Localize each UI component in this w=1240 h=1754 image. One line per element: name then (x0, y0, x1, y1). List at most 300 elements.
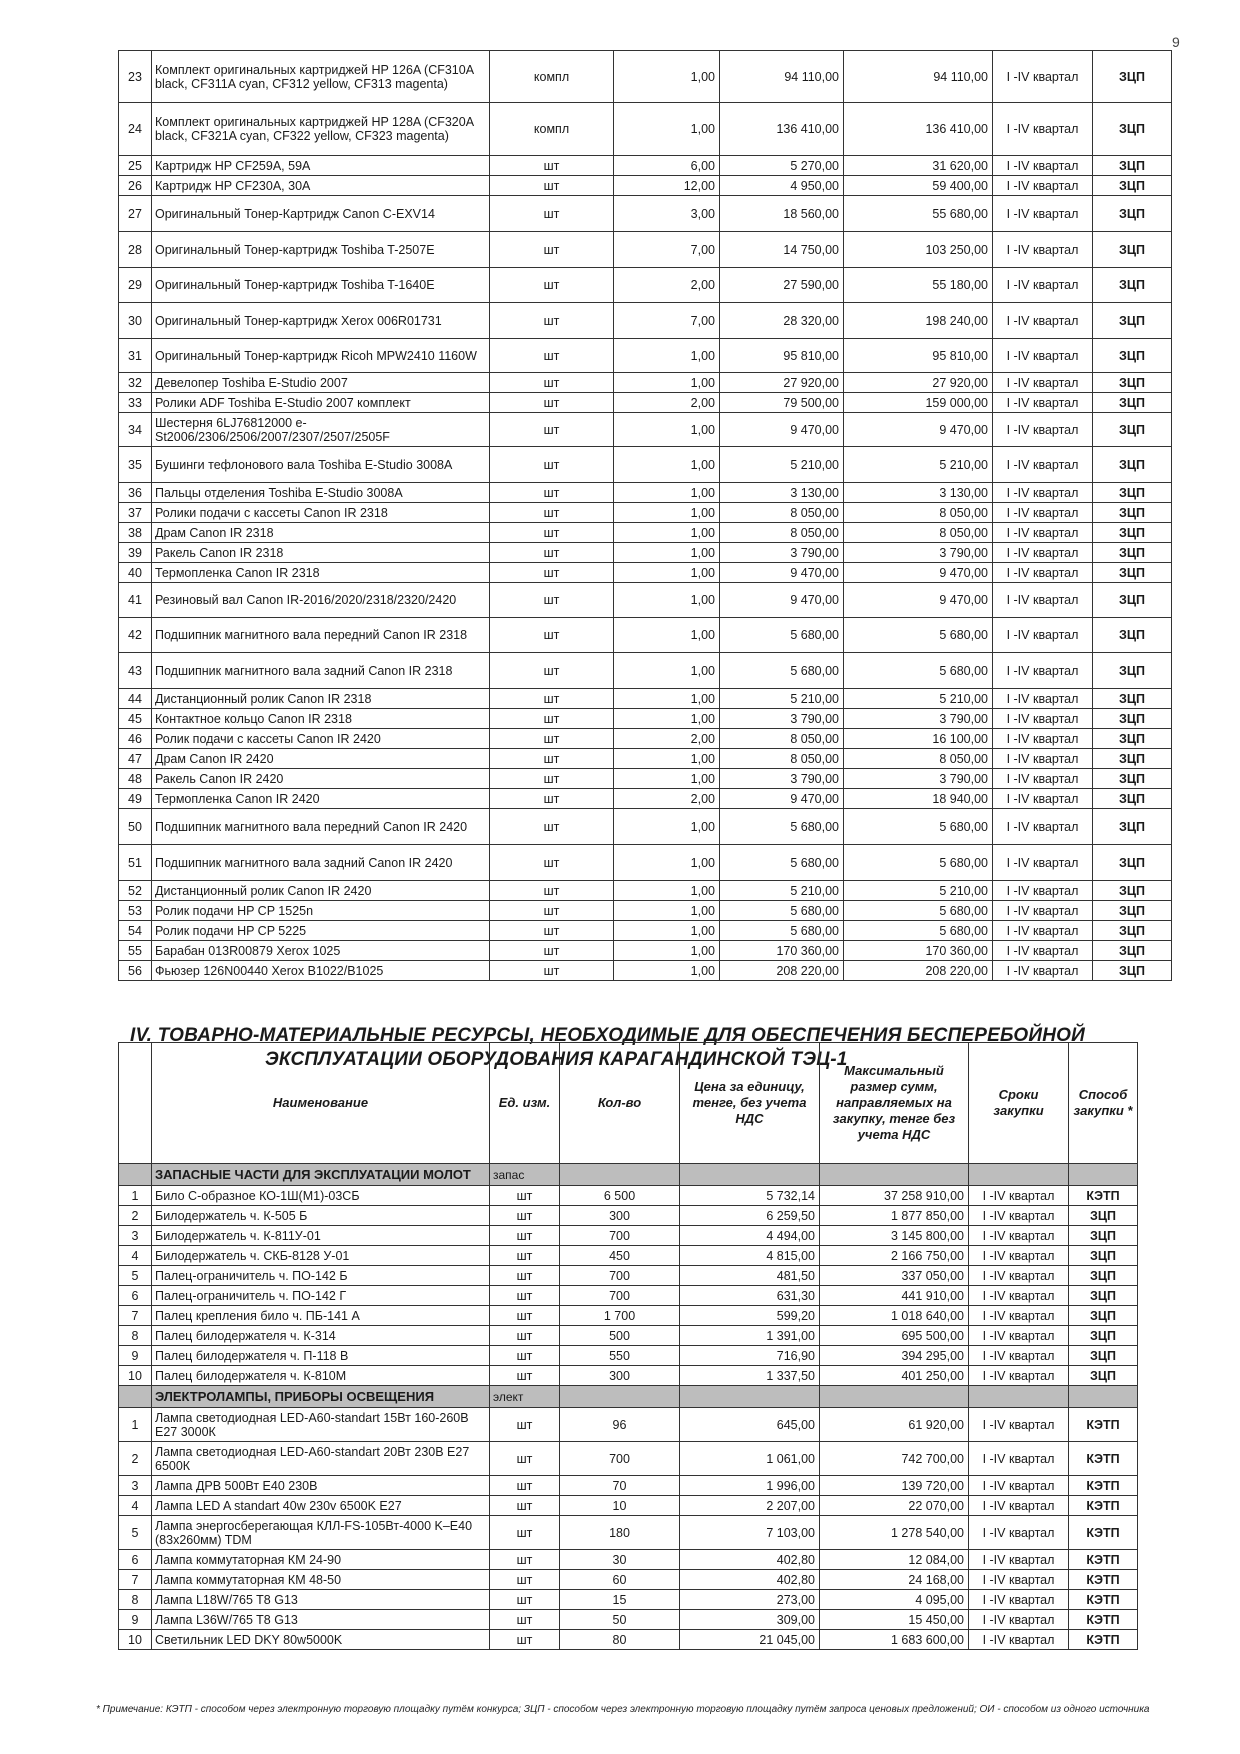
table-row (119, 1246, 1138, 1266)
table-row (119, 1550, 1138, 1570)
unit-price-cell: 309,00 (680, 1610, 820, 1630)
method-cell: ЗЦП (1069, 1366, 1138, 1386)
item-name: Подшипник магнитного вала передний Canon IR 2420 (152, 809, 490, 845)
category-unit: элект (490, 1386, 560, 1408)
page-number: 9 (1172, 34, 1180, 50)
row-number: 28 (119, 232, 152, 268)
method-cell: ЗЦП (1093, 196, 1172, 232)
resources-table (118, 1042, 1138, 1650)
period-cell: I -IV квартал (969, 1246, 1069, 1266)
quantity-cell: 2,00 (614, 729, 720, 749)
unit-cell: шт (490, 729, 614, 749)
total-sum-cell: 5 680,00 (844, 653, 993, 689)
category-unit: запас (490, 1164, 560, 1186)
item-name: Билодержатель ч. К-811У-01 (152, 1226, 490, 1246)
item-name: Оригинальный Тонер-картридж Toshiba T-2507E (152, 232, 490, 268)
item-name: Палец-ограничитель ч. ПО-142 Г (152, 1286, 490, 1306)
unit-cell: шт (490, 1590, 560, 1610)
item-name: Барабан 013R00879 Xerox 1025 (152, 941, 490, 961)
row-number: 35 (119, 447, 152, 483)
table-row (119, 583, 1172, 618)
item-name: Термопленка Canon IR 2318 (152, 563, 490, 583)
item-name: Оригинальный Тонер-Картридж Canon C-EXV14 (152, 196, 490, 232)
category-empty-cell (969, 1386, 1069, 1408)
unit-cell: шт (490, 1550, 560, 1570)
row-number: 50 (119, 809, 152, 845)
row-number: 32 (119, 373, 152, 393)
table-row (119, 689, 1172, 709)
method-cell: ЗЦП (1093, 729, 1172, 749)
unit-cell: шт (490, 709, 614, 729)
unit-price-cell: 5 680,00 (720, 901, 844, 921)
item-name: Подшипник магнитного вала задний Canon IR 2318 (152, 653, 490, 689)
period-cell: I -IV квартал (969, 1570, 1069, 1590)
row-number: 52 (119, 881, 152, 901)
method-cell: ЗЦП (1093, 921, 1172, 941)
row-number: 43 (119, 653, 152, 689)
table-row (119, 1590, 1138, 1610)
table-row (119, 769, 1172, 789)
total-sum-cell: 5 210,00 (844, 447, 993, 483)
item-name: Палец-ограничитель ч. ПО-142 Б (152, 1266, 490, 1286)
table-row (119, 1496, 1138, 1516)
period-cell: I -IV квартал (993, 176, 1093, 196)
item-name: Картридж HP CF230A, 30A (152, 176, 490, 196)
item-name: Билодержатель ч. К-505 Б (152, 1206, 490, 1226)
table-row (119, 303, 1172, 339)
unit-cell: шт (490, 1476, 560, 1496)
unit-price-cell: 9 470,00 (720, 413, 844, 447)
method-cell: ЗЦП (1093, 303, 1172, 339)
total-sum-cell: 3 790,00 (844, 543, 993, 563)
table-row (119, 1442, 1138, 1476)
item-name: Комплект оригинальных картриджей HP 128A (CF320A black, CF321A cyan, CF322 yellow, CF323 magenta) (152, 103, 490, 156)
row-number: 5 (119, 1266, 152, 1286)
item-name: Бушинги тефлонового вала Toshiba E-Studio 3008A (152, 447, 490, 483)
unit-cell: шт (490, 1186, 560, 1206)
total-sum-cell: 1 877 850,00 (820, 1206, 969, 1226)
quantity-cell: 7,00 (614, 232, 720, 268)
table-row (119, 1476, 1138, 1496)
period-cell: I -IV квартал (969, 1630, 1069, 1650)
header-name: Наименование (152, 1043, 490, 1164)
quantity-cell: 1,00 (614, 809, 720, 845)
method-cell: ЗЦП (1093, 709, 1172, 729)
total-sum-cell: 337 050,00 (820, 1266, 969, 1286)
row-number: 1 (119, 1186, 152, 1206)
period-cell: I -IV квартал (993, 232, 1093, 268)
period-cell: I -IV квартал (969, 1408, 1069, 1442)
unit-cell: шт (490, 749, 614, 769)
unit-cell: шт (490, 196, 614, 232)
table-row (119, 503, 1172, 523)
total-sum-cell: 8 050,00 (844, 523, 993, 543)
unit-price-cell: 136 410,00 (720, 103, 844, 156)
item-name: Лампа LED A standart 40w 230v 6500K E27 (152, 1496, 490, 1516)
row-number: 30 (119, 303, 152, 339)
quantity-cell: 3,00 (614, 196, 720, 232)
method-cell: ЗЦП (1093, 483, 1172, 503)
row-number: 2 (119, 1206, 152, 1226)
row-number: 42 (119, 618, 152, 653)
total-sum-cell: 742 700,00 (820, 1442, 969, 1476)
method-cell: ЗЦП (1093, 941, 1172, 961)
period-cell: I -IV квартал (969, 1226, 1069, 1246)
method-cell: ЗЦП (1093, 103, 1172, 156)
quantity-cell: 1,00 (614, 339, 720, 373)
unit-price-cell: 6 259,50 (680, 1206, 820, 1226)
unit-price-cell: 9 470,00 (720, 789, 844, 809)
item-name: Подшипник магнитного вала передний Canon IR 2318 (152, 618, 490, 653)
period-cell: I -IV квартал (993, 583, 1093, 618)
row-number: 8 (119, 1326, 152, 1346)
unit-price-cell: 1 337,50 (680, 1366, 820, 1386)
table-header-row (119, 1043, 1138, 1164)
row-number: 37 (119, 503, 152, 523)
row-number: 25 (119, 156, 152, 176)
total-sum-cell: 95 810,00 (844, 339, 993, 373)
total-sum-cell: 695 500,00 (820, 1326, 969, 1346)
quantity-cell: 1,00 (614, 941, 720, 961)
table-row (119, 1226, 1138, 1246)
period-cell: I -IV квартал (993, 618, 1093, 653)
item-name: Било С-образное КО-1Ш(М1)-03СБ (152, 1186, 490, 1206)
item-name: Резиновый вал Canon IR-2016/2020/2318/2320/2420 (152, 583, 490, 618)
total-sum-cell: 5 680,00 (844, 901, 993, 921)
total-sum-cell: 31 620,00 (844, 156, 993, 176)
unit-price-cell: 3 790,00 (720, 709, 844, 729)
unit-price-cell: 208 220,00 (720, 961, 844, 981)
unit-cell: шт (490, 523, 614, 543)
total-sum-cell: 1 278 540,00 (820, 1516, 969, 1550)
method-cell: ЗЦП (1093, 232, 1172, 268)
period-cell: I -IV квартал (993, 483, 1093, 503)
unit-cell: шт (490, 393, 614, 413)
method-cell: ЗЦП (1069, 1286, 1138, 1306)
item-name: Палец билодержателя ч. К-314 (152, 1326, 490, 1346)
category-empty-cell (1069, 1164, 1138, 1186)
quantity-cell: 700 (560, 1226, 680, 1246)
row-number: 24 (119, 103, 152, 156)
method-cell: ЗЦП (1093, 618, 1172, 653)
quantity-cell: 450 (560, 1246, 680, 1266)
unit-price-cell: 716,90 (680, 1346, 820, 1366)
unit-price-cell: 3 790,00 (720, 543, 844, 563)
unit-price-cell: 1 996,00 (680, 1476, 820, 1496)
total-sum-cell: 103 250,00 (844, 232, 993, 268)
method-cell: ЗЦП (1093, 689, 1172, 709)
table-row (119, 809, 1172, 845)
header-unit: Ед. изм. (490, 1043, 560, 1164)
row-number: 45 (119, 709, 152, 729)
unit-cell: компл (490, 103, 614, 156)
unit-cell: шт (490, 689, 614, 709)
method-cell: КЭТП (1069, 1630, 1138, 1650)
unit-price-cell: 645,00 (680, 1408, 820, 1442)
quantity-cell: 70 (560, 1476, 680, 1496)
header-number (119, 1043, 152, 1164)
unit-price-cell: 27 920,00 (720, 373, 844, 393)
header-qty: Кол-во (560, 1043, 680, 1164)
unit-cell: шт (490, 373, 614, 393)
table-row (119, 232, 1172, 268)
category-number (119, 1164, 152, 1186)
header-period: Сроки закупки (969, 1043, 1069, 1164)
period-cell: I -IV квартал (993, 268, 1093, 303)
period-cell: I -IV квартал (993, 103, 1093, 156)
period-cell: I -IV квартал (969, 1366, 1069, 1386)
period-cell: I -IV квартал (969, 1516, 1069, 1550)
quantity-cell: 1,00 (614, 749, 720, 769)
method-cell: ЗЦП (1069, 1326, 1138, 1346)
unit-price-cell: 1 391,00 (680, 1326, 820, 1346)
period-cell: I -IV квартал (993, 689, 1093, 709)
section-title-line-2: ЭКСПЛУАТАЦИИ ОБОРУДОВАНИЯ КАРАГАНДИНСКОЙ ТЭЦ-1 (265, 1049, 848, 1070)
unit-price-cell: 631,30 (680, 1286, 820, 1306)
unit-cell: шт (490, 1496, 560, 1516)
quantity-cell: 1,00 (614, 618, 720, 653)
row-number: 33 (119, 393, 152, 413)
method-cell: КЭТП (1069, 1496, 1138, 1516)
table-row (119, 901, 1172, 921)
unit-cell: шт (490, 176, 614, 196)
total-sum-cell: 5 680,00 (844, 845, 993, 881)
total-sum-cell: 5 210,00 (844, 689, 993, 709)
item-name: Ролик подачи HP CP 1525n (152, 901, 490, 921)
unit-cell: шт (490, 563, 614, 583)
method-cell: ЗЦП (1093, 373, 1172, 393)
table-row (119, 373, 1172, 393)
quantity-cell: 700 (560, 1442, 680, 1476)
unit-cell: шт (490, 881, 614, 901)
unit-price-cell: 5 270,00 (720, 156, 844, 176)
total-sum-cell: 9 470,00 (844, 413, 993, 447)
method-cell: ЗЦП (1093, 523, 1172, 543)
quantity-cell: 550 (560, 1346, 680, 1366)
item-name: Дистанционный ролик Canon IR 2318 (152, 689, 490, 709)
category-empty-cell (969, 1164, 1069, 1186)
table-row (119, 1408, 1138, 1442)
item-name: Палец крепления било ч. ПБ-141 А (152, 1306, 490, 1326)
method-cell: ЗЦП (1069, 1206, 1138, 1226)
quantity-cell: 300 (560, 1206, 680, 1226)
category-title: ЗАПАСНЫЕ ЧАСТИ ДЛЯ ЭКСПЛУАТАЦИИ МОЛОТ (152, 1164, 490, 1186)
row-number: 27 (119, 196, 152, 232)
category-row (119, 1386, 1138, 1408)
period-cell: I -IV квартал (993, 769, 1093, 789)
row-number: 41 (119, 583, 152, 618)
period-cell: I -IV квартал (969, 1476, 1069, 1496)
procurement-table-continued (118, 50, 1172, 981)
item-name: Лампа энергосберегающая КЛЛ-FS-105Вт-4000 K–E40 (83x260мм) TDM (152, 1516, 490, 1550)
table-row (119, 176, 1172, 196)
unit-price-cell: 170 360,00 (720, 941, 844, 961)
unit-price-cell: 5 210,00 (720, 881, 844, 901)
total-sum-cell: 5 680,00 (844, 921, 993, 941)
method-cell: ЗЦП (1069, 1346, 1138, 1366)
quantity-cell: 1,00 (614, 51, 720, 103)
unit-price-cell: 5 210,00 (720, 447, 844, 483)
quantity-cell: 1,00 (614, 769, 720, 789)
period-cell: I -IV квартал (969, 1206, 1069, 1226)
item-name: Драм Canon IR 2318 (152, 523, 490, 543)
quantity-cell: 96 (560, 1408, 680, 1442)
item-name: Фьюзер 126N00440 Xerox B1022/B1025 (152, 961, 490, 981)
row-number: 56 (119, 961, 152, 981)
row-number: 7 (119, 1570, 152, 1590)
period-cell: I -IV квартал (993, 845, 1093, 881)
unit-price-cell: 7 103,00 (680, 1516, 820, 1550)
unit-cell: шт (490, 303, 614, 339)
item-name: Билодержатель ч. СКБ-8128 У-01 (152, 1246, 490, 1266)
category-empty-cell (1069, 1386, 1138, 1408)
period-cell: I -IV квартал (993, 393, 1093, 413)
period-cell: I -IV квартал (993, 749, 1093, 769)
method-cell: ЗЦП (1093, 503, 1172, 523)
method-cell: КЭТП (1069, 1610, 1138, 1630)
total-sum-cell: 4 095,00 (820, 1590, 969, 1610)
row-number: 8 (119, 1590, 152, 1610)
table-row (119, 413, 1172, 447)
method-cell: ЗЦП (1093, 653, 1172, 689)
period-cell: I -IV квартал (993, 881, 1093, 901)
item-name: Ролик подачи HP CP 5225 (152, 921, 490, 941)
row-number: 49 (119, 789, 152, 809)
category-empty-cell (560, 1164, 680, 1186)
quantity-cell: 1,00 (614, 583, 720, 618)
item-name: Лампа L36W/765 T8 G13 (152, 1610, 490, 1630)
table-row (119, 543, 1172, 563)
row-number: 9 (119, 1610, 152, 1630)
item-name: Контактное кольцо Canon IR 2318 (152, 709, 490, 729)
method-cell: ЗЦП (1093, 393, 1172, 413)
total-sum-cell: 16 100,00 (844, 729, 993, 749)
quantity-cell: 500 (560, 1326, 680, 1346)
quantity-cell: 700 (560, 1266, 680, 1286)
total-sum-cell: 27 920,00 (844, 373, 993, 393)
row-number: 38 (119, 523, 152, 543)
total-sum-cell: 18 940,00 (844, 789, 993, 809)
total-sum-cell: 139 720,00 (820, 1476, 969, 1496)
category-number (119, 1386, 152, 1408)
quantity-cell: 1 700 (560, 1306, 680, 1326)
quantity-cell: 2,00 (614, 268, 720, 303)
unit-price-cell: 27 590,00 (720, 268, 844, 303)
row-number: 3 (119, 1476, 152, 1496)
method-cell: ЗЦП (1093, 563, 1172, 583)
row-number: 6 (119, 1550, 152, 1570)
quantity-cell: 700 (560, 1286, 680, 1306)
unit-cell: шт (490, 232, 614, 268)
table-row (119, 729, 1172, 749)
item-name: Лампа L18W/765 T8 G13 (152, 1590, 490, 1610)
quantity-cell: 1,00 (614, 961, 720, 981)
unit-price-cell: 8 050,00 (720, 503, 844, 523)
header-method: Способ закупки * (1069, 1043, 1138, 1164)
unit-cell: шт (490, 156, 614, 176)
period-cell: I -IV квартал (969, 1590, 1069, 1610)
item-name: Термопленка Canon IR 2420 (152, 789, 490, 809)
item-name: Светильник LED DKY 80w5000K (152, 1630, 490, 1650)
unit-cell: шт (490, 789, 614, 809)
period-cell: I -IV квартал (993, 543, 1093, 563)
total-sum-cell: 22 070,00 (820, 1496, 969, 1516)
table-row (119, 789, 1172, 809)
row-number: 1 (119, 1408, 152, 1442)
total-sum-cell: 12 084,00 (820, 1550, 969, 1570)
row-number: 4 (119, 1496, 152, 1516)
table-row (119, 156, 1172, 176)
unit-cell: шт (490, 961, 614, 981)
unit-price-cell: 14 750,00 (720, 232, 844, 268)
table-row (119, 881, 1172, 901)
row-number: 40 (119, 563, 152, 583)
unit-cell: шт (490, 1610, 560, 1630)
unit-price-cell: 5 680,00 (720, 653, 844, 689)
unit-price-cell: 2 207,00 (680, 1496, 820, 1516)
row-number: 54 (119, 921, 152, 941)
table-row (119, 1570, 1138, 1590)
method-cell: ЗЦП (1093, 845, 1172, 881)
unit-price-cell: 5 680,00 (720, 618, 844, 653)
total-sum-cell: 55 680,00 (844, 196, 993, 232)
unit-cell: шт (490, 483, 614, 503)
method-cell: ЗЦП (1069, 1246, 1138, 1266)
quantity-cell: 7,00 (614, 303, 720, 339)
unit-cell: шт (490, 845, 614, 881)
unit-price-cell: 402,80 (680, 1550, 820, 1570)
unit-price-cell: 8 050,00 (720, 729, 844, 749)
period-cell: I -IV квартал (993, 563, 1093, 583)
table-row (119, 653, 1172, 689)
total-sum-cell: 55 180,00 (844, 268, 993, 303)
unit-cell: шт (490, 941, 614, 961)
quantity-cell: 1,00 (614, 523, 720, 543)
item-name: Ролик подачи с кассеты Canon IR 2420 (152, 729, 490, 749)
quantity-cell: 1,00 (614, 563, 720, 583)
item-name: Пальцы отделения Toshiba E-Studio 3008A (152, 483, 490, 503)
total-sum-cell: 170 360,00 (844, 941, 993, 961)
row-number: 23 (119, 51, 152, 103)
unit-cell: шт (490, 769, 614, 789)
unit-cell: шт (490, 1306, 560, 1326)
quantity-cell: 1,00 (614, 921, 720, 941)
quantity-cell: 1,00 (614, 689, 720, 709)
quantity-cell: 2,00 (614, 789, 720, 809)
unit-price-cell: 402,80 (680, 1570, 820, 1590)
category-title: ЭЛЕКТРОЛАМПЫ, ПРИБОРЫ ОСВЕЩЕНИЯ (152, 1386, 490, 1408)
unit-cell: шт (490, 1408, 560, 1442)
row-number: 31 (119, 339, 152, 373)
row-number: 29 (119, 268, 152, 303)
item-name: Палец билодержателя ч. П-118 В (152, 1346, 490, 1366)
total-sum-cell: 37 258 910,00 (820, 1186, 969, 1206)
method-cell: ЗЦП (1093, 176, 1172, 196)
total-sum-cell: 198 240,00 (844, 303, 993, 339)
total-sum-cell: 3 145 800,00 (820, 1226, 969, 1246)
quantity-cell: 1,00 (614, 447, 720, 483)
quantity-cell: 300 (560, 1366, 680, 1386)
category-empty-cell (560, 1386, 680, 1408)
total-sum-cell: 1 018 640,00 (820, 1306, 969, 1326)
period-cell: I -IV квартал (993, 921, 1093, 941)
unit-cell: шт (490, 1246, 560, 1266)
method-cell: КЭТП (1069, 1516, 1138, 1550)
footnote: * Примечание: КЭТП - способом через электронную торговую площадку путём конкурса; ЗЦП - способом через электронную торговую площадку путём запроса ценовых предложений; ОИ - способом из одного источника (96, 1704, 1150, 1715)
total-sum-cell: 8 050,00 (844, 749, 993, 769)
period-cell: I -IV квартал (993, 503, 1093, 523)
row-number: 10 (119, 1630, 152, 1650)
